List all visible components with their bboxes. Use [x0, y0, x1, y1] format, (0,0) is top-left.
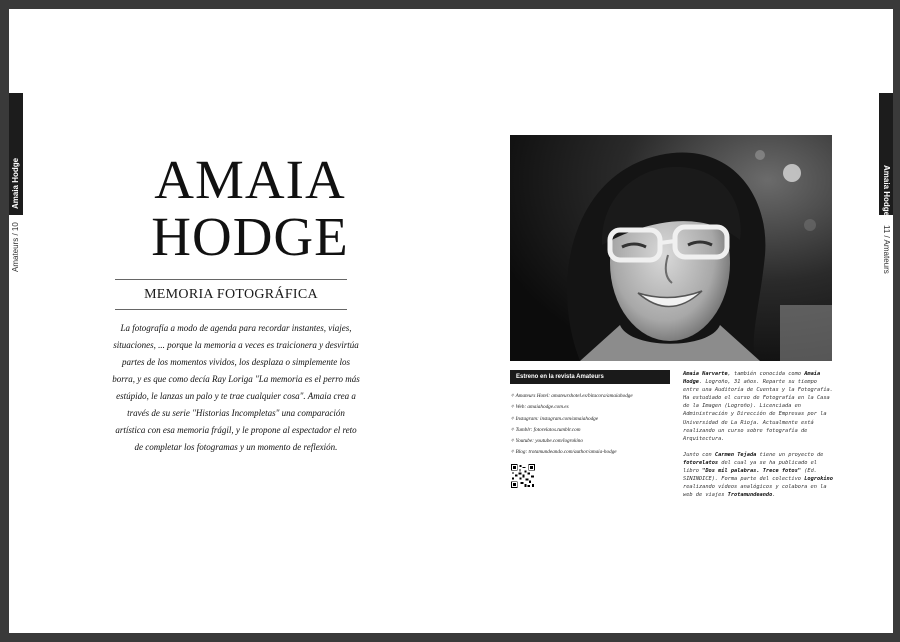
links-header-bar: Estreno en la revista Amateurs	[510, 370, 670, 384]
intro-paragraph: La fotografía a modo de agenda para recordar instantes, viajes, situaciones, ... porque la memoria a veces es traicionera y desvirtúa partes de los momentos vividos, los desplaza o simplemente los borra, y es que como decía Ray Loriga "La memoria es el perro más estúpido, le lanzas un palo y te trae cualquier cosa". Amaia crea a través de su serie "Historias Incompletas" una comparación artística con esa memoria frágil, y le propone al espectador el reto de completar los fotogramas y un momento de reflexión.	[112, 323, 360, 452]
diamond-bullet-icon: ✧	[510, 438, 516, 445]
diamond-bullet-icon: ✧	[510, 449, 516, 456]
list-item[interactable]: ✧ Web: amaiahodge.com.es	[510, 404, 569, 411]
magazine-spread	[9, 9, 893, 633]
qr-code-icon[interactable]	[511, 464, 535, 488]
left-section-tab	[9, 93, 23, 215]
list-item[interactable]: ✧ Tumblr: fotorelatos.tumblr.com	[510, 426, 581, 433]
list-item[interactable]: ✧ Amateurs Hotel: amateurshotel.es/bitacora/amaiahodge	[510, 393, 633, 399]
bio-paragraph-1: Amaia Narvarte, también conocida como Amaia Hodge. Logroño, 31 años. Reparte su tiempo entre una Auditoría de Cuentas y la Fotografía. Ha estudiado el curso de Fotografía en la Casa de la Imagen (Logroño). Licenciada en Administración y Dirección de Empresas por la Universidad de La Rioja. Actualmente está realizando un curso sobre fotografía de Arquitectura.	[683, 371, 833, 442]
diamond-bullet-icon: ✧	[510, 415, 516, 422]
left-page-folio: Amateurs / 10	[11, 222, 20, 272]
diamond-bullet-icon: ✧	[510, 393, 516, 399]
list-item[interactable]: ✧ Instagram: instagram.com/amaiahodge	[510, 415, 599, 422]
list-item[interactable]: ✧ Blog: trotamundeando.com/author/amaia-hodge	[510, 449, 617, 456]
list-item[interactable]: ✧ Youtube: youtube.com/logrokino	[510, 438, 583, 445]
article-subtitle: MEMORIA FOTOGRÁFICA	[144, 287, 318, 302]
links-list	[510, 391, 680, 459]
subtitle-divider	[115, 309, 347, 310]
left-tab-label: Amaia Hodge	[11, 157, 20, 209]
diamond-bullet-icon: ✧	[510, 404, 516, 411]
title-divider	[115, 279, 347, 280]
diamond-bullet-icon: ✧	[510, 426, 516, 433]
bio-text	[683, 370, 835, 507]
bio-paragraph-2: Junto con Carmen Tejada tiene un proyecto de fotorelatos del cual ya se ha publicado el libro "Dos mil palabras. Trece fotos" (Ed. SININDICE). Forma parte del colectivo Logrokino realizando vídeos analógicos y colabora en la web de viajes Trotamundeando.	[683, 451, 833, 499]
right-page-folio: 11 / Amateurs	[882, 225, 891, 274]
right-section-tab	[879, 93, 893, 215]
portrait-photo	[510, 135, 832, 361]
title-line-1: AMAIA	[154, 149, 346, 210]
portrait-illustration	[510, 135, 832, 361]
title-line-2: HODGE	[151, 206, 349, 267]
article-title	[115, 151, 385, 265]
right-tab-label: Amaia Hodge	[882, 165, 891, 217]
